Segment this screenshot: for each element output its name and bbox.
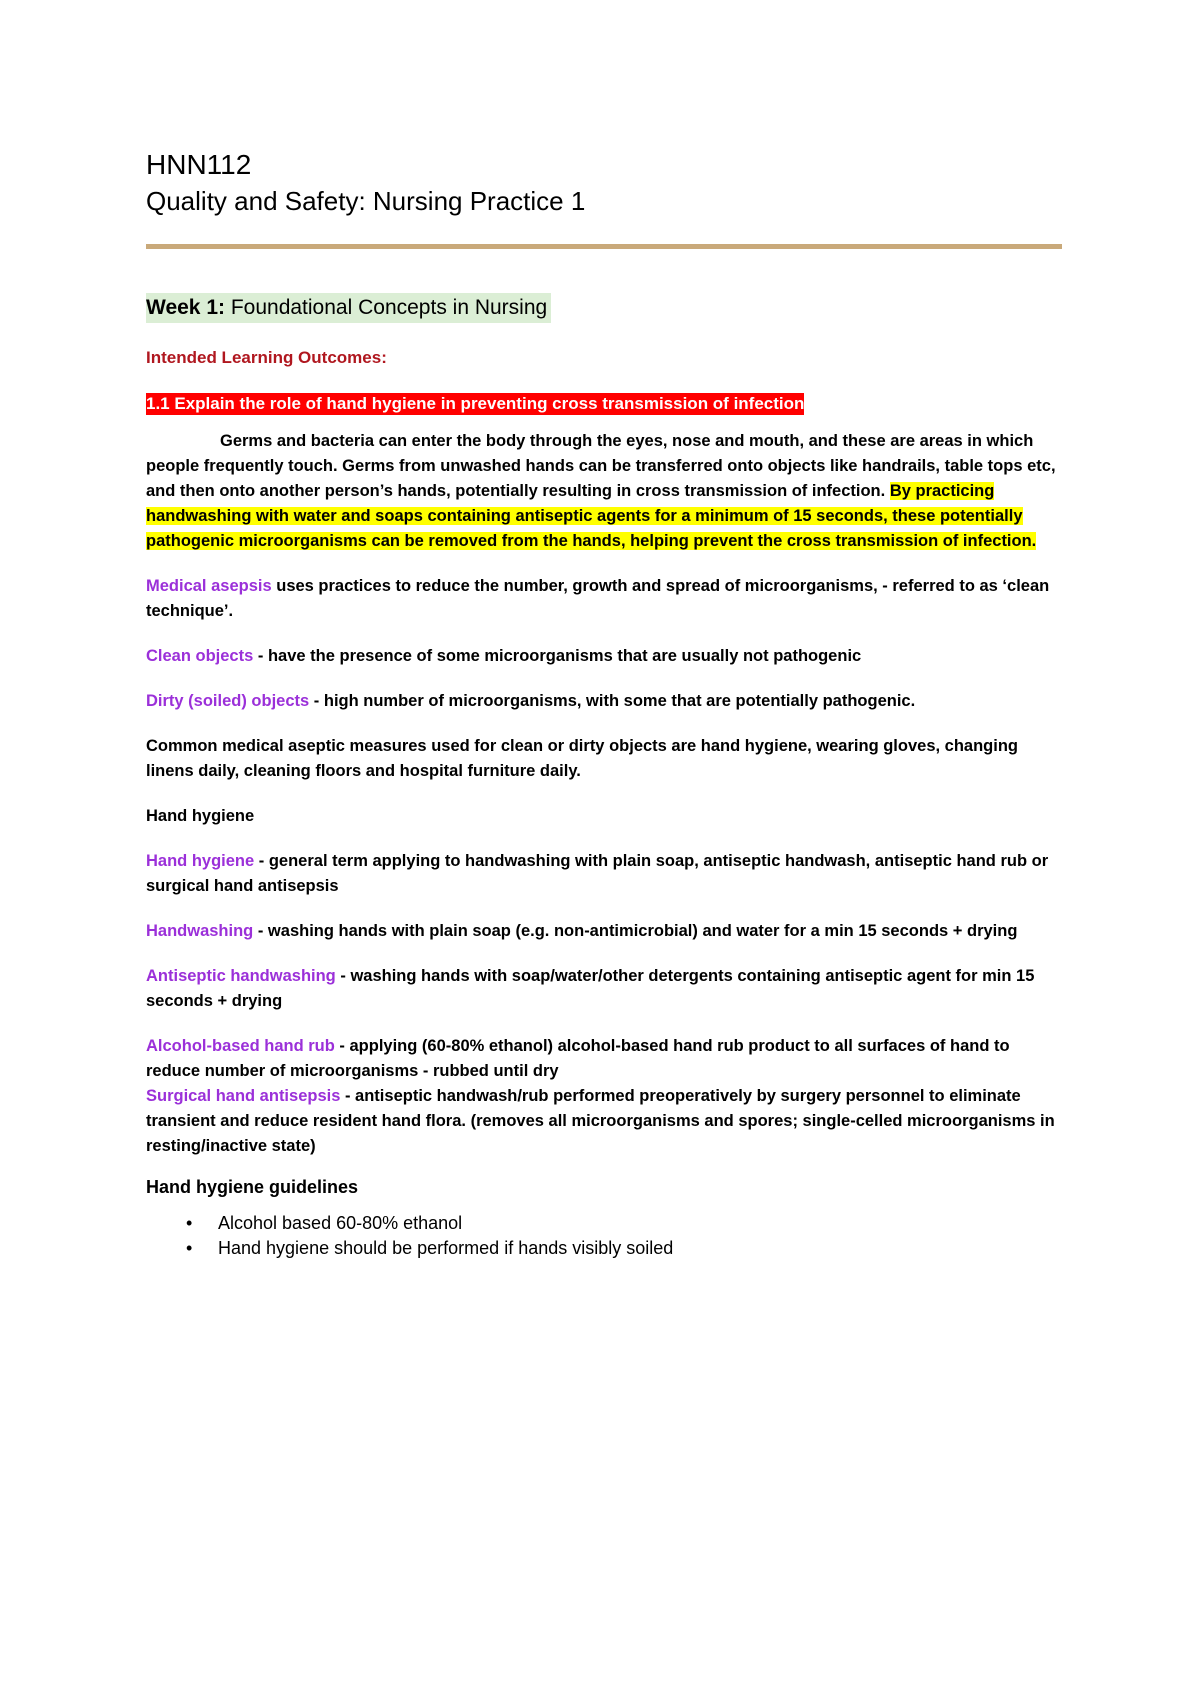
intro-highlight: By practicing handwashing with water and soaps containing antiseptic agents for a minimum of 15 seconds, these potentially pathogenic microorganisms can be removed from the hands, helping prevent the cross transmission of infection. (146, 482, 1037, 550)
definition-surgical-antisepsis (146, 1084, 1062, 1159)
common-measures-paragraph: Common medical aseptic measures used for clean or dirty objects are hand hygiene, wearing gloves, changing linens daily, cleaning floors and hospital furniture daily. (146, 737, 1019, 780)
definition-hand-hygiene (146, 849, 1062, 899)
hand-hygiene-subheading: Hand hygiene (146, 807, 255, 825)
definition-alcohol-rub (146, 1034, 1062, 1084)
def-handwashing: - washing hands with plain soap (e.g. non-antimicrobial) and water for a min 15 seconds + drying (253, 922, 1018, 940)
term-hand-hygiene: Hand hygiene (146, 852, 255, 870)
intro-text: Germs and bacteria can enter the body through the eyes, nose and mouth, and these are areas in which people frequently touch. Germs from unwashed hands can be transferred onto objects like handrails, table tops etc, and then onto another person’s hands, potentially resulting in cross transmission of infection. (146, 432, 1056, 500)
learning-outcome-1-1: 1.1 Explain the role of hand hygiene in preventing cross transmission of infection (146, 394, 805, 413)
intro-paragraph (146, 429, 1062, 554)
guidelines-list (146, 1211, 1062, 1261)
week-label: Week 1: (146, 296, 225, 319)
term-surgical-antisepsis: Surgical hand antisepsis (146, 1087, 341, 1105)
term-antiseptic-handwashing: Antiseptic handwashing (146, 967, 336, 985)
definition-clean-objects (146, 644, 1062, 669)
def-antiseptic-handwashing: - washing hands with soap/water/other detergents containing antiseptic agent for min 15 seconds + drying (146, 967, 1035, 1010)
term-medical-asepsis: Medical asepsis (146, 577, 272, 595)
term-dirty-objects: Dirty (soiled) objects (146, 692, 310, 710)
definition-antiseptic-handwashing (146, 964, 1062, 1014)
term-alcohol-rub: Alcohol-based hand rub (146, 1037, 335, 1055)
list-item (146, 1236, 1062, 1261)
title-divider (146, 244, 1062, 249)
week-topic: Foundational Concepts in Nursing (225, 296, 548, 319)
guideline-text: Hand hygiene should be performed if hands visibly soiled (218, 1238, 674, 1258)
definition-medical-asepsis (146, 574, 1062, 624)
term-handwashing: Handwashing (146, 922, 254, 940)
def-medical-asepsis: uses practices to reduce the number, growth and spread of microorganisms, - referred to as ‘clean technique’. (146, 577, 1050, 620)
definition-dirty-objects (146, 689, 1062, 714)
term-clean-objects: Clean objects (146, 647, 254, 665)
def-hand-hygiene: - general term applying to handwashing with plain soap, antiseptic handwash, antiseptic hand rub or surgical hand antisepsis (146, 852, 1049, 895)
def-surgical-antisepsis: - antiseptic handwash/rub performed preoperatively by surgery personnel to eliminate transient and reduce resident hand flora. (removes all microorganisms and spores; single-celled microorganisms in resting/inactive state) (146, 1087, 1055, 1155)
def-alcohol-rub: - applying (60-80% ethanol) alcohol-based hand rub product to all surfaces of hand to reduce number of microorganisms - rubbed until dry (146, 1037, 1010, 1080)
guidelines-heading: Hand hygiene guidelines (146, 1177, 359, 1197)
def-clean-objects: - have the presence of some microorganisms that are usually not pathogenic (253, 647, 862, 665)
course-code: HNN112 (146, 149, 252, 180)
bullet-icon: • (186, 1213, 193, 1233)
ilo-heading: Intended Learning Outcomes: (146, 348, 387, 367)
bullet-icon: • (186, 1238, 193, 1258)
guideline-text: Alcohol based 60-80% ethanol (218, 1213, 463, 1233)
week-heading (146, 293, 551, 323)
document-page (146, 148, 1062, 1261)
course-title: Quality and Safety: Nursing Practice 1 (146, 186, 586, 216)
def-dirty-objects: - high number of microorganisms, with some that are potentially pathogenic. (309, 692, 916, 710)
definition-handwashing (146, 919, 1062, 944)
list-item (146, 1211, 1062, 1236)
